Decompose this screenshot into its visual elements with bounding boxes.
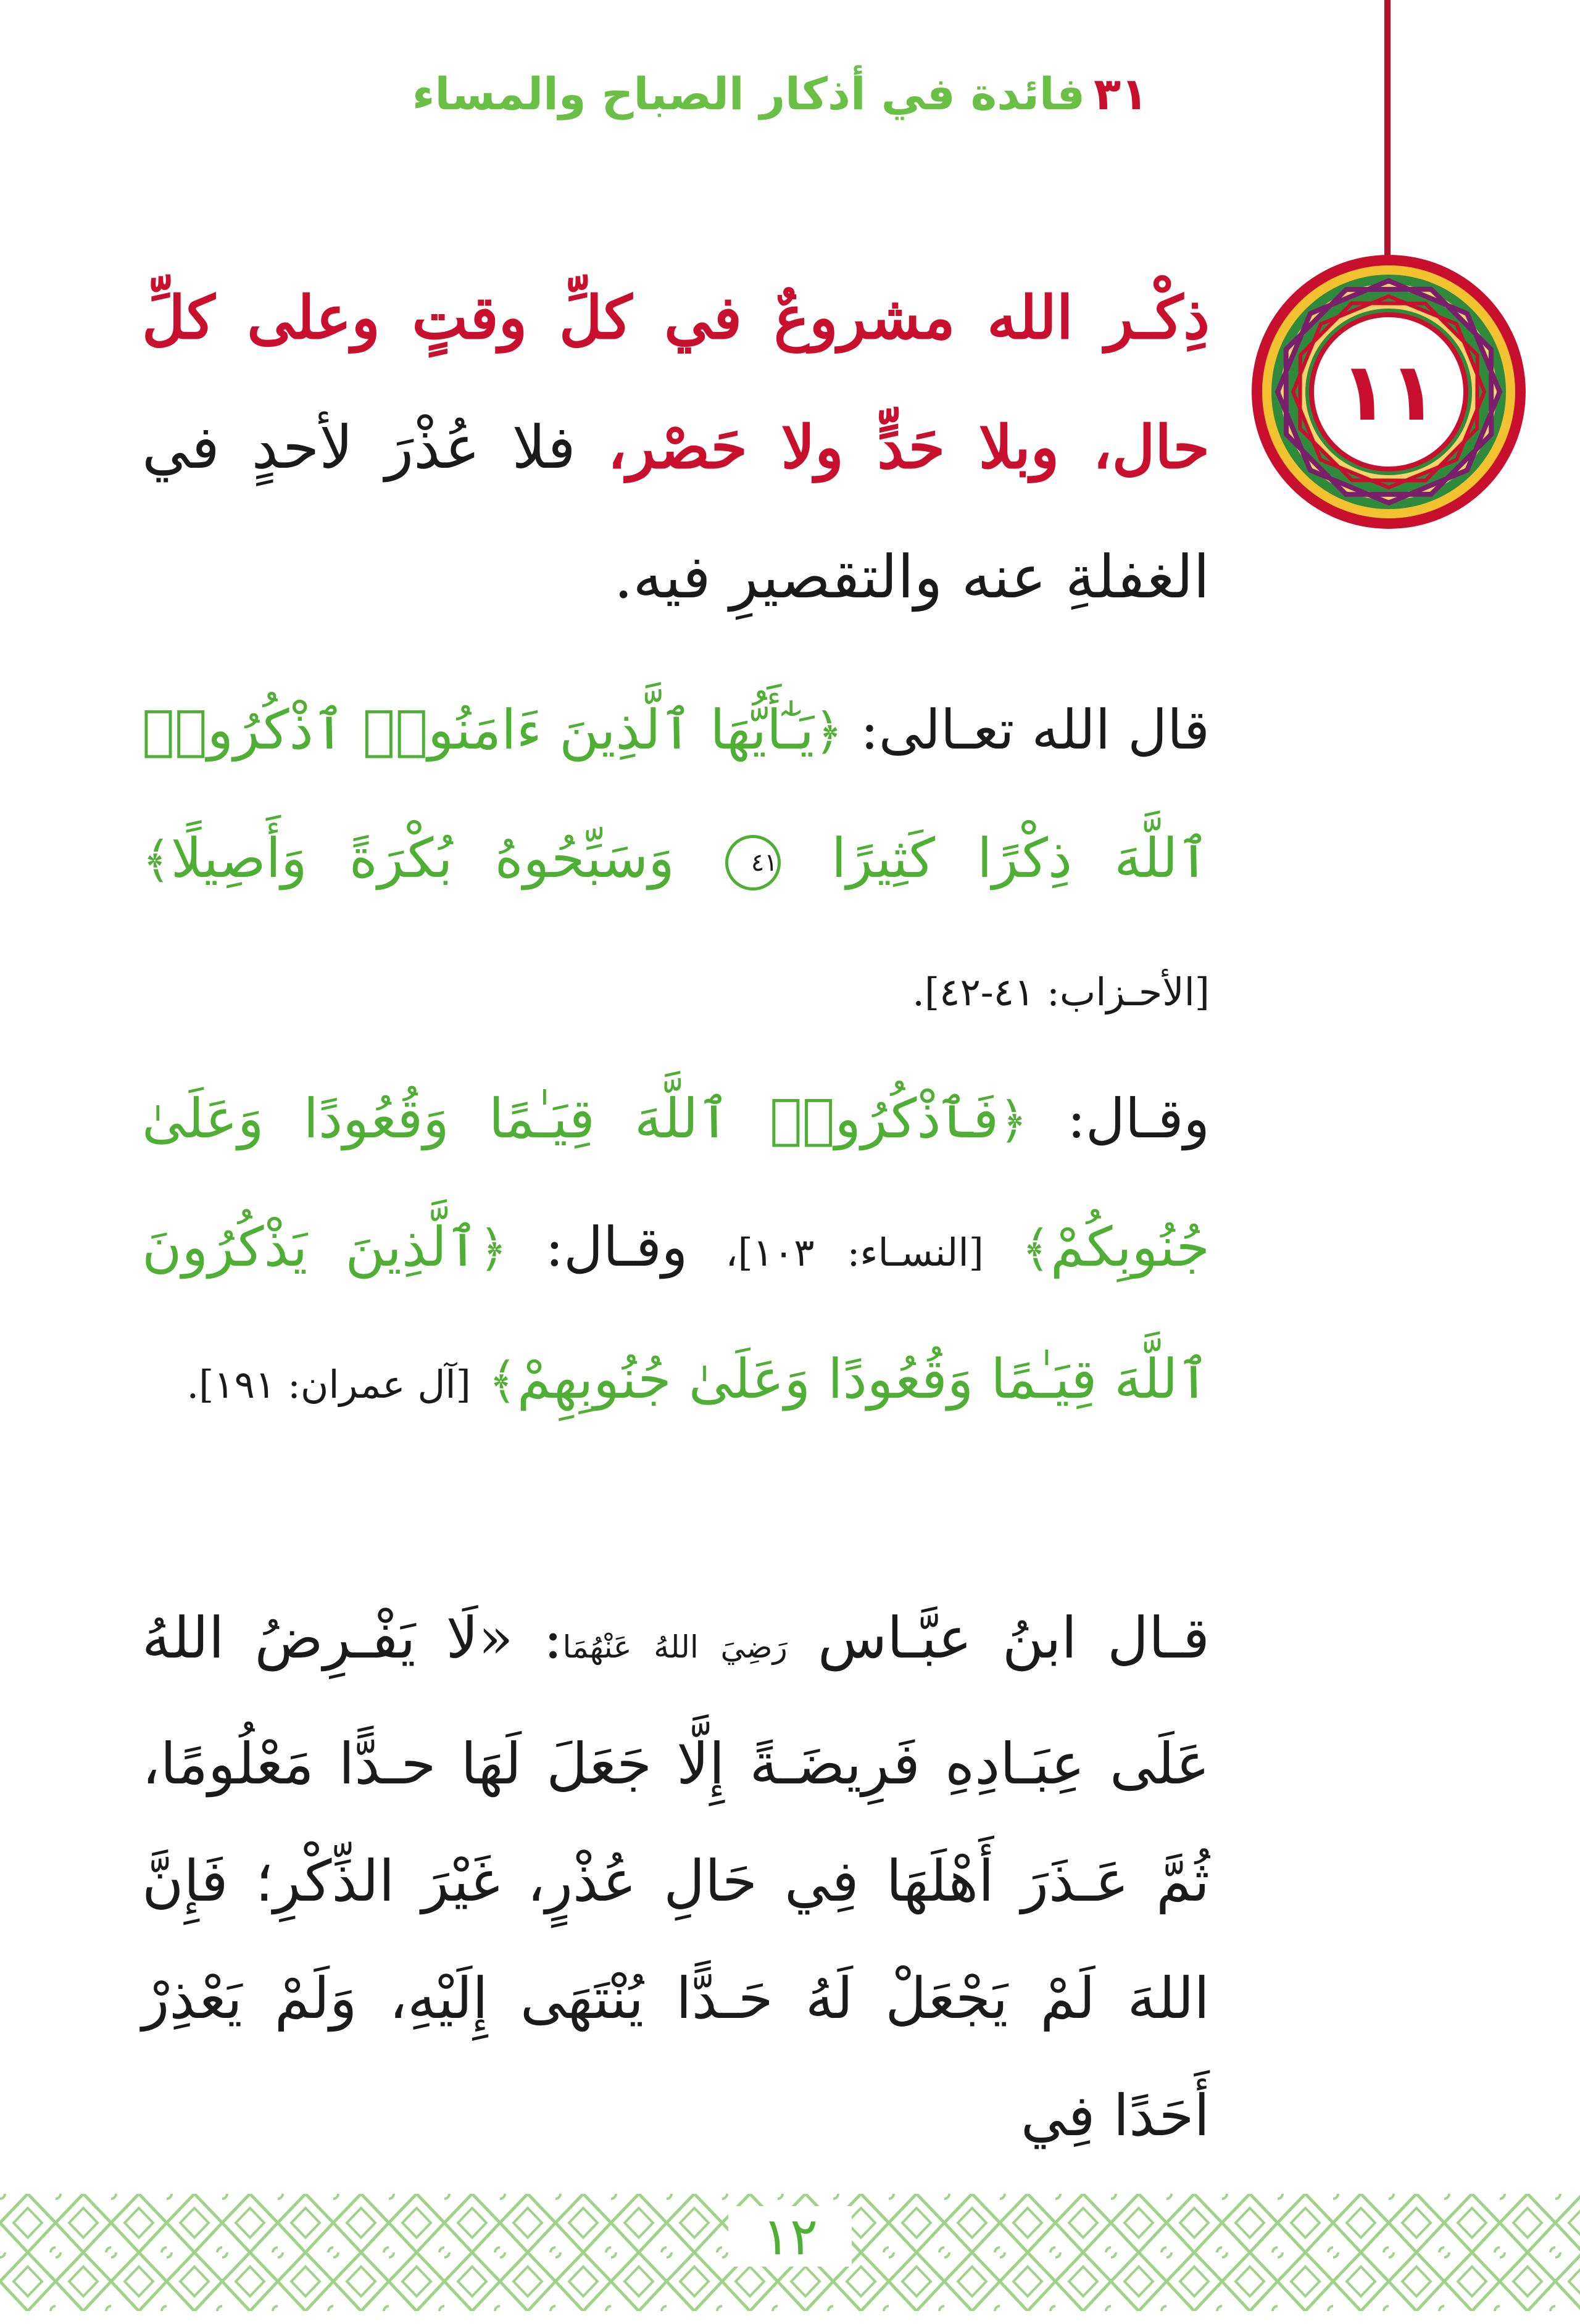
quote-text: : «لَا يَفْـرِضُ اللهُ عَلَى عِبَـادِهِ فَرِيضَـةً إِلَّا جَعَلَ لَهَا حـدًّا مَعْلُومًا، ثُمَّ عَـذَرَ أَهْلَهَا فِي حَالِ عُذْرٍ، غَيْرَ الذِّكْرِ؛ فَإِنَّ اللهَ لَمْ يَجْعَلْ لَهُ حَـدًّا يُنْتَهَى إِلَيْهِ، وَلَمْ يَعْذِرْ أَحَدًا فِي — [142, 1605, 1210, 2149]
verse-reference: [النسـاء: ١٠٣]، — [725, 1230, 984, 1275]
honorific: رَضِيَ اللهُ عَنْهُمَا — [562, 1629, 788, 1665]
intro-body-text: فلا عُذْرَ لأحدٍ في الغفلةِ عنه والتقصيرِ فيه. — [142, 413, 1210, 612]
page-number: ١٢ — [728, 2206, 852, 2267]
ibn-abbas-quote — [142, 1580, 1210, 2175]
verse-close-bracket-icon: ﴾ — [488, 1352, 517, 1409]
verse-close-bracket-icon: ﴾ — [142, 831, 171, 889]
benefit-number: ١١ — [1339, 345, 1438, 439]
quran-verse-imran: ٱلَّذِينَ يَذْكُرُونَ ٱللَّهَ قِيَـٰمًا وَقُعُودًا وَعَلَىٰ جُنُوبِهِمْ — [142, 1215, 1210, 1411]
verse-intro: وقـال: — [545, 1215, 688, 1279]
header-number: ٣١ — [1094, 68, 1148, 120]
ayah-number-marker: ٤١ — [725, 835, 781, 890]
quran-verse-42: وَسَبِّحُوهُ بُكْرَةً وَأَصِيلًا — [170, 826, 675, 890]
verse-open-bracket-icon: ﴿ — [478, 1220, 508, 1277]
verse-open-bracket-icon: ﴿ — [814, 703, 844, 760]
intro-highlight-text: ذِكْـر الله مشروعٌ في كلِّ وقتٍ وعلى كلِّ حال، وبلا حَدٍّ ولا حَصْر، — [142, 283, 1210, 482]
verse-intro: وقـال: — [1067, 1087, 1210, 1150]
benefit-medallion — [1247, 250, 1531, 534]
verse-paragraph-nisa-imran — [142, 1055, 1210, 1448]
verse-intro: قال الله تعـالى: — [860, 698, 1210, 762]
verse-reference: [الأحـزاب: ٤١-٤٢]. — [912, 969, 1210, 1015]
verse-close-bracket-icon: ﴾ — [1021, 1220, 1050, 1277]
quran-verse-nisa: فَٱذْكُرُوا۟ ٱللَّهَ قِيَـٰمًا وَقُعُودًا وَعَلَىٰ جُنُوبِكُمْ — [142, 1087, 1210, 1279]
verse-paragraph-ahzab — [142, 666, 1210, 1055]
verse-reference: [آل عمران: ١٩١]. — [186, 1362, 471, 1407]
header-title: فائدة في أذكار الصباح والمساء — [412, 68, 1086, 120]
verse-open-bracket-icon: ﴿ — [999, 1092, 1028, 1149]
intro-paragraph — [142, 253, 1210, 642]
running-header — [259, 68, 1148, 120]
quran-verse-41: يَـٰٓأَيُّهَا ٱلَّذِينَ ءَامَنُوا۟ ٱذْكُرُوا۟ ٱللَّهَ ذِكْرًا كَثِيرًا — [142, 698, 1210, 890]
hanging-cord — [1384, 0, 1391, 259]
quote-intro: قـال ابنُ عبَّـاس — [817, 1605, 1210, 1671]
